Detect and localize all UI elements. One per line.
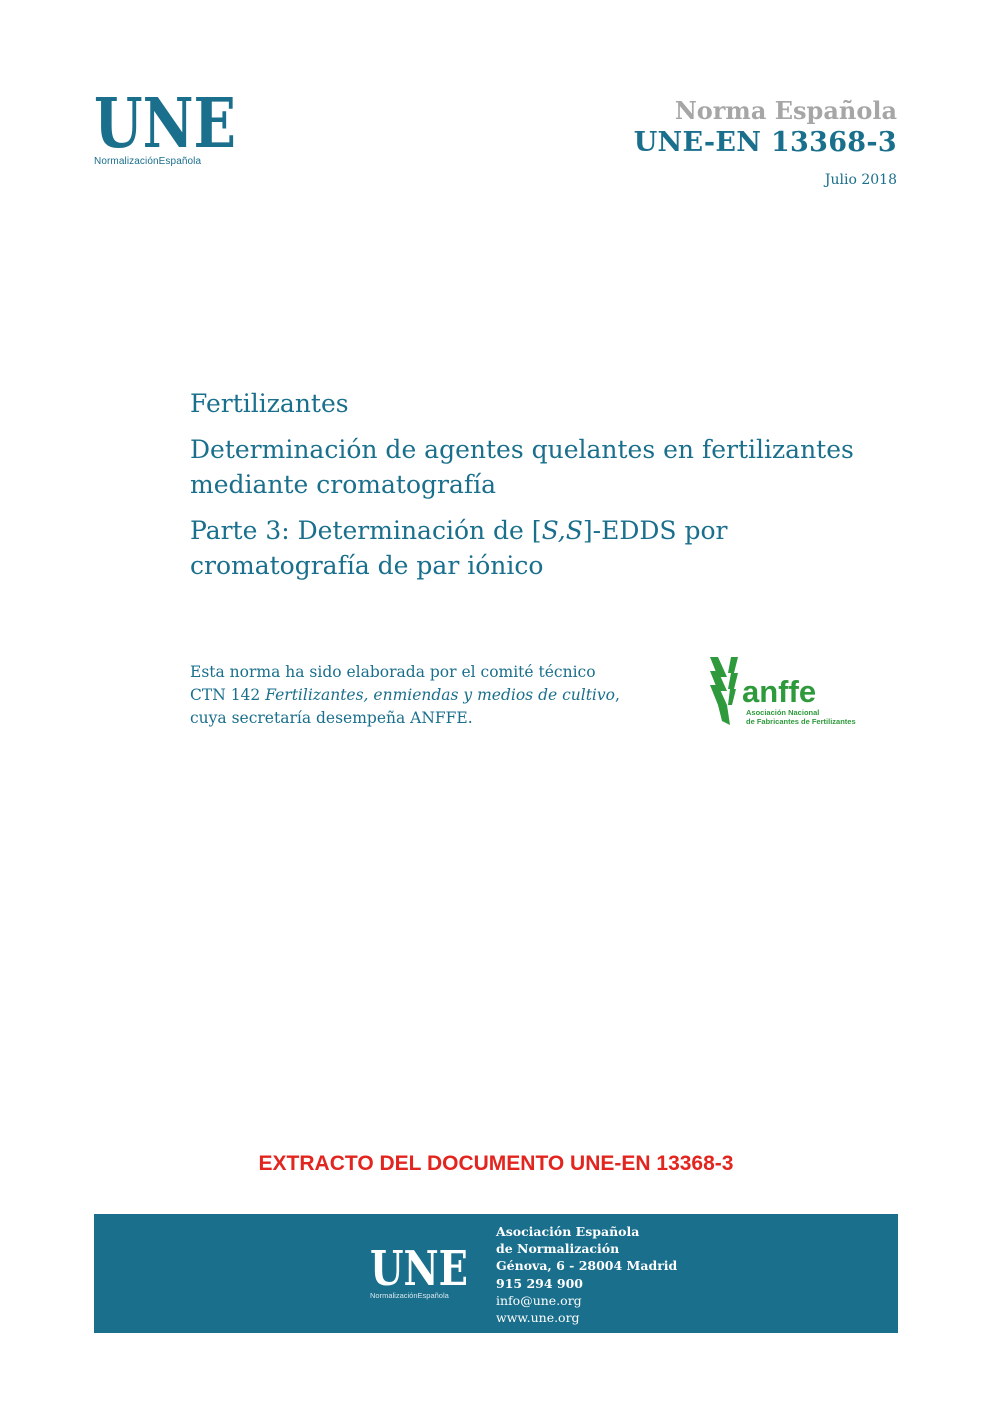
footer-org-2: de Normalización bbox=[496, 1241, 620, 1257]
standard-header bbox=[634, 96, 897, 188]
footer-contact bbox=[496, 1223, 677, 1326]
svg-text:Asociación Nacional: Asociación Nacional bbox=[746, 708, 820, 717]
footer-web[interactable]: www.une.org bbox=[496, 1310, 580, 1326]
title-subject: Fertilizantes bbox=[190, 389, 349, 418]
footer-email[interactable]: info@une.org bbox=[496, 1292, 582, 1308]
committee-line-2: CTN 142 Fertilizantes, enmiendas y medios de cultivo, bbox=[190, 686, 620, 704]
extract-notice: EXTRACTO DEL DOCUMENTO UNE-EN 13368-3 bbox=[258, 1152, 734, 1175]
svg-text:UNE: UNE bbox=[94, 92, 236, 150]
une-logo-tagline: NormalizaciónEspañola bbox=[94, 156, 202, 167]
committee-note bbox=[190, 661, 660, 730]
anffe-logo bbox=[708, 655, 878, 727]
standard-code: UNE-EN 13368-3 bbox=[633, 127, 897, 158]
svg-text:UNE: UNE bbox=[370, 1245, 468, 1287]
footer-address: Génova, 6 - 28004 Madrid bbox=[496, 1258, 678, 1274]
footer-une-logo bbox=[370, 1245, 480, 1300]
footer-band bbox=[94, 1214, 898, 1333]
une-logo bbox=[94, 92, 239, 167]
footer-une-tagline: NormalizaciónEspañola bbox=[370, 1291, 449, 1300]
committee-line-3: cuya secretaría desempeña ANFFE. bbox=[190, 709, 473, 727]
committee-line-1: Esta norma ha sido elaborada por el comité técnico bbox=[190, 663, 596, 681]
title-part: Parte 3: Determinación de [S,S]-EDDS por cromatografía de par iónico bbox=[190, 516, 728, 580]
document-titles bbox=[190, 386, 890, 583]
footer-org-1: Asociación Española bbox=[496, 1224, 640, 1239]
svg-text:de Fabricantes de Fertilizante: de Fabricantes de Fertilizantes bbox=[746, 717, 856, 726]
une-logo-wordmark bbox=[94, 92, 236, 150]
footer-une-wordmark bbox=[370, 1245, 468, 1287]
standard-kind: Norma Española bbox=[674, 96, 897, 125]
footer-phone: 915 294 900 bbox=[496, 1275, 583, 1291]
svg-text:anffe: anffe bbox=[742, 674, 817, 709]
title-main: Determinación de agentes quelantes en fertilizantes mediante cromatografía bbox=[190, 435, 854, 499]
anffe-leaf-icon bbox=[710, 657, 738, 725]
standard-date: Julio 2018 bbox=[824, 172, 897, 188]
